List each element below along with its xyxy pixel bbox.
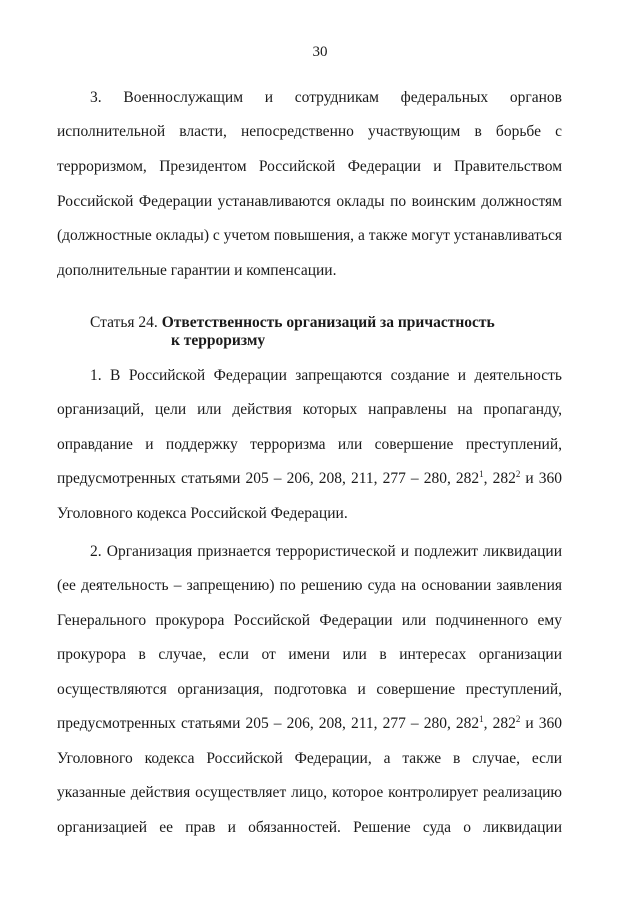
page-number: 30: [312, 44, 328, 60]
item1-line-1: 1. В Российской Федерации запрещаются создание и деятельность: [90, 367, 562, 384]
item2-line-6: [57, 714, 562, 734]
item2-line-4: прокурора в случае, если от имени или в интересах организации: [57, 646, 562, 663]
para3-line-5: (должностные оклады) с учетом повышения, а также могут устанавливаться: [57, 227, 562, 244]
item1-line-4-text-b: , 282: [483, 470, 516, 487]
item1-line-2: организаций, цели или действия которых направлены на пропаганду,: [57, 401, 562, 418]
article-prefix: Статья 24.: [90, 314, 158, 331]
item2-line-7: Уголовного кодекса Российской Федерации, а также в случае, если: [57, 750, 562, 767]
item2-line-3: Генерального прокурора Российской Федерации или подчиненного ему: [57, 612, 562, 629]
item1-line-4-text-a: предусмотренных статьями 205 – 206, 208, 211, 277 – 280, 282: [57, 470, 480, 487]
item1-line-3: оправдание и поддержку терроризма или совершение преступлений,: [57, 436, 562, 453]
item2-line-8: указанные действия осуществляет лицо, которое контролирует реализацию: [57, 784, 562, 801]
superscript-2: 2: [515, 468, 521, 479]
para3-line-6: дополнительные гарантии и компенсации.: [57, 262, 337, 279]
superscript-2: 2: [515, 713, 521, 724]
para3-line-4: Российской Федерации устанавливаются оклады по воинским должностям: [57, 193, 562, 210]
para3-line-2: исполнительной власти, непосредственно участвующим в борьбе с: [57, 123, 562, 140]
superscript-1: 1: [479, 713, 484, 724]
item2-line-6-text-c: и 360: [520, 715, 562, 732]
article-24-heading: [90, 313, 495, 333]
superscript-1: 1: [479, 468, 484, 479]
item1-line-4: [57, 469, 562, 489]
article-title-line-1: Ответственность организаций за причастность: [161, 314, 495, 331]
item2-line-2: (ее деятельность – запрещению) по решению суда на основании заявления: [57, 577, 562, 594]
item2-line-6-text-b: , 282: [483, 715, 516, 732]
item2-line-1: 2. Организация признается террористической и подлежит ликвидации: [90, 543, 562, 560]
item2-line-6-text-a: предусмотренных статьями 205 – 206, 208, 211, 277 – 280, 282: [57, 715, 480, 732]
article-title-line-2: к терроризму: [171, 332, 266, 349]
item2-line-5: осуществляются организация, подготовка и совершение преступлений,: [57, 681, 562, 698]
item1-line-4-text-c: и 360: [520, 470, 562, 487]
para3-line-1: 3. Военнослужащим и сотрудникам федеральных органов: [90, 89, 562, 106]
item1-line-5: Уголовного кодекса Российской Федерации.: [57, 505, 348, 522]
para3-line-3: терроризмом, Президентом Российской Федерации и Правительством: [57, 158, 562, 175]
item2-line-9: организацией ее прав и обязанностей. Решение суда о ликвидации: [57, 819, 562, 836]
